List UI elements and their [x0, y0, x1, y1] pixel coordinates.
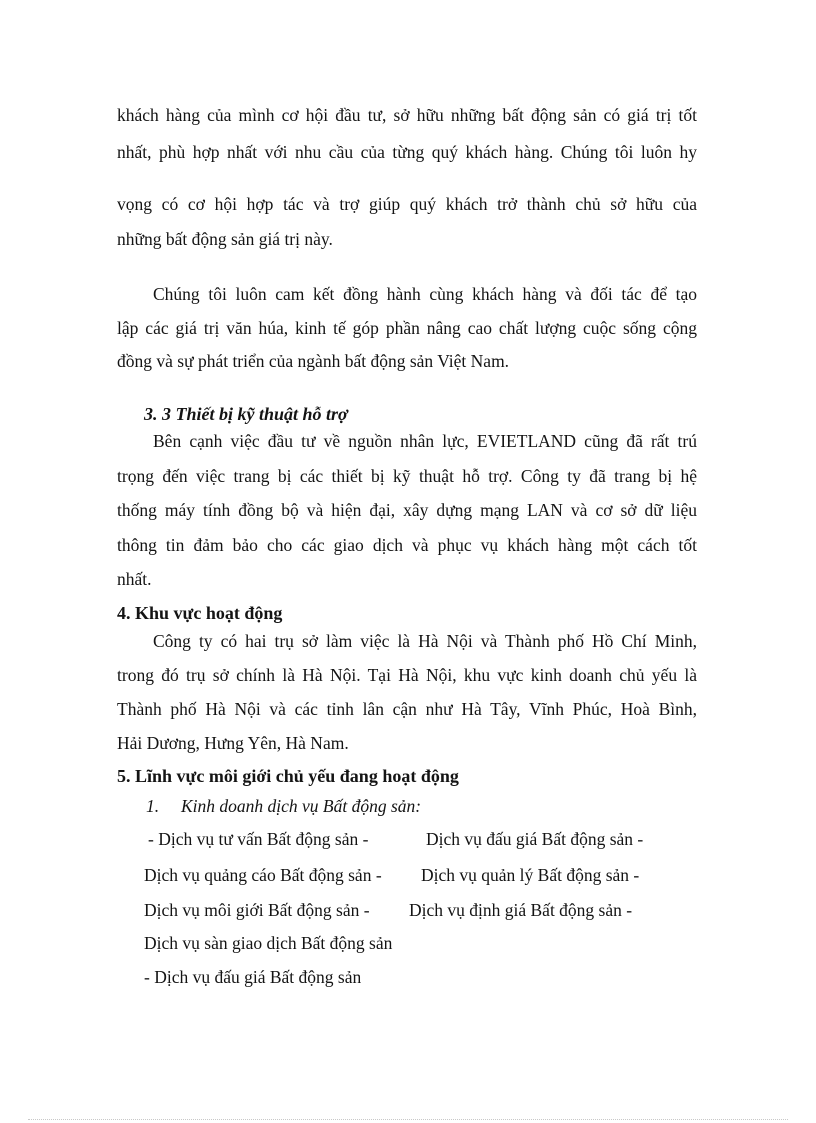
- paragraph-line: nhất.: [117, 569, 152, 589]
- page-bottom-rule: [28, 1119, 788, 1120]
- paragraph-line: đồng và sự phát triển của ngành bất động sản Việt Nam.: [117, 351, 510, 371]
- service-item: Dịch vụ môi giới Bất động sản -: [144, 900, 370, 920]
- list-number: 1.: [146, 796, 160, 816]
- section-heading-3-3: 3. 3 Thiết bị kỹ thuật hỗ trợ: [144, 404, 348, 424]
- section-heading-5: 5. Lĩnh vực môi giới chủ yếu đang hoạt động: [117, 766, 459, 786]
- list-item-title: Kinh doanh dịch vụ Bất động sản:: [181, 796, 422, 816]
- paragraph-line: những bất động sản giá trị này.: [117, 229, 333, 249]
- paragraph-line: thống máy tính đồng bộ và hiện đại, xây dựng mạng LAN và cơ sở dữ liệu: [117, 500, 697, 520]
- paragraph-line: nhất, phù hợp nhất với nhu cầu của từng quý khách hàng. Chúng tôi luôn hy: [117, 142, 697, 162]
- service-item: Dịch vụ quản lý Bất động sản -: [421, 865, 640, 885]
- paragraph-line: Bên cạnh việc đầu tư về nguồn nhân lực, EVIETLAND cũng đã rất trú: [153, 431, 697, 451]
- paragraph-line: khách hàng của mình cơ hội đầu tư, sở hữu những bất động sản có giá trị tốt: [117, 105, 697, 125]
- section-heading-4: 4. Khu vực hoạt động: [117, 603, 283, 623]
- service-item: Dịch vụ đấu giá Bất động sản -: [426, 829, 644, 849]
- paragraph-line: thông tin đảm bảo cho các giao dịch và phục vụ khách hàng một cách tốt: [117, 535, 697, 555]
- service-item: Dịch vụ sàn giao dịch Bất động sản: [144, 933, 393, 953]
- service-item: - Dịch vụ đấu giá Bất động sản: [144, 967, 362, 987]
- paragraph-line: trọng đến việc trang bị các thiết bị kỹ thuật hỗ trợ. Công ty đã trang bị hệ: [117, 466, 697, 486]
- paragraph-line: lập các giá trị văn húa, kinh tế góp phần nâng cao chất lượng cuộc sống cộng: [117, 318, 697, 338]
- service-item: Dịch vụ quảng cáo Bất động sản -: [144, 865, 382, 885]
- paragraph-line: trong đó trụ sở chính là Hà Nội. Tại Hà Nội, khu vực kinh doanh chủ yếu là: [117, 665, 697, 685]
- paragraph-line: vọng có cơ hội hợp tác và trợ giúp quý khách trở thành chủ sở hữu của: [117, 194, 697, 214]
- service-item: Dịch vụ định giá Bất động sản -: [409, 900, 633, 920]
- paragraph-line: Hải Dương, Hưng Yên, Hà Nam.: [117, 733, 349, 753]
- paragraph-line: Chúng tôi luôn cam kết đồng hành cùng khách hàng và đối tác để tạo: [153, 284, 697, 304]
- paragraph-line: Thành phố Hà Nội và các tỉnh lân cận như Hà Tây, Vĩnh Phúc, Hoà Bình,: [117, 699, 697, 719]
- paragraph-line: Công ty có hai trụ sở làm việc là Hà Nội và Thành phố Hồ Chí Minh,: [153, 631, 697, 651]
- service-item: - Dịch vụ tư vấn Bất động sản -: [148, 829, 369, 849]
